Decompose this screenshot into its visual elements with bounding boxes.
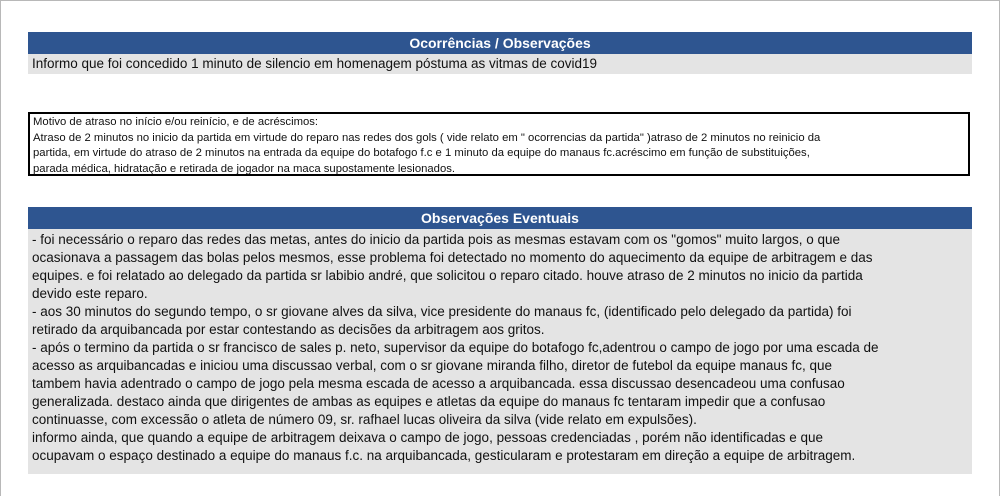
eventuais-line: equipes. e foi relatado ao delegado da partida sr labibio andré, que solicitou o reparo citado. houve atraso de 2 minutos no inicio da partida [32,268,863,283]
motivo-heading: Motivo de atraso no início e/ou reinício, e de acréscimos: [33,116,319,128]
motivo-line: Atraso de 2 minutos no inicio da partida em virtude do reparo nas redes dos gols ( vide relato em " ocorrencias da partida" )atraso de 2 minutos no reinicio da [33,131,821,144]
eventuais-line: informo ainda, que quando a equipe de arbitragem deixava o campo de jogo, pessoas credenciadas , porém não identificadas e que [32,430,824,445]
eventuais-line: ocupavam o espaço destinado a equipe do manaus f.c. na arquibancada, gesticularam e protestaram em direção a equipe de arbitragem. [32,448,856,463]
eventuais-line: - foi necessário o reparo das redes das metas, antes do inicio da partida pois as mesmas estavam com os "gomos" muito largos, o que [32,232,840,247]
eventuais-body [28,229,972,474]
eventuais-line: - aos 30 minutos do segundo tempo, o sr giovane alves da silva, vice presidente do manaus fc, (identificado pelo delegado da partida) foi [32,304,852,319]
motivo-line: parada médica, hidratação e retirada de jogador na maca supostamente lesionados. [33,162,456,175]
motivo-line: partida, em virtude do atraso de 2 minutos na entrada da equipe do botafogo f.c e 1 minuto da equipe do manaus fc.acréscimo em função de substituições, [33,147,810,159]
eventuais-line: tambem havia adentrado o campo de jogo pela mesma escada de acesso a arquibancada. essa discussao desencadeou uma confusao [32,376,845,391]
ocorrencias-header: Ocorrências / Observações [28,32,972,54]
eventuais-line: - após o termino da partida o sr francisco de sales p. neto, supervisor da equipe do botafogo fc,adentrou o campo de jogo por uma escada de [32,340,879,355]
eventuais-line: continuasse, com excessão o atleta de número 09, sr. rafhael lucas oliveira da silva (vide relato em expulsões). [32,412,697,427]
eventuais-line: ocasionava a passagem das bolas pelos mesmos, esse problema foi detectado no momento do aquecimento da equipe de arbitragem e das [32,250,873,265]
eventuais-line: acesso as arquibancadas e iniciou uma discussao verbal, com o sr giovane miranda filho, diretor de futebol da equipe manaus fc, que [32,358,832,373]
ocorrencias-section [28,32,972,74]
eventuais-section [28,207,972,474]
eventuais-line: retirado da arquibancada por estar contestando as decisões da arbitragem aos gritos. [32,322,545,337]
motivo-atraso-box [28,112,970,176]
eventuais-line: generalizada. destaco ainda que dirigentes de ambas as equipes e atletas da equipe do manaus fc tentaram impedir que a confusao [32,394,826,409]
ocorrencias-text: Informo que foi concedido 1 minuto de silencio em homenagem póstuma as vitmas de covid19 [28,54,972,74]
eventuais-header: Observações Eventuais [28,207,972,229]
eventuais-line: devido este reparo. [32,286,148,301]
